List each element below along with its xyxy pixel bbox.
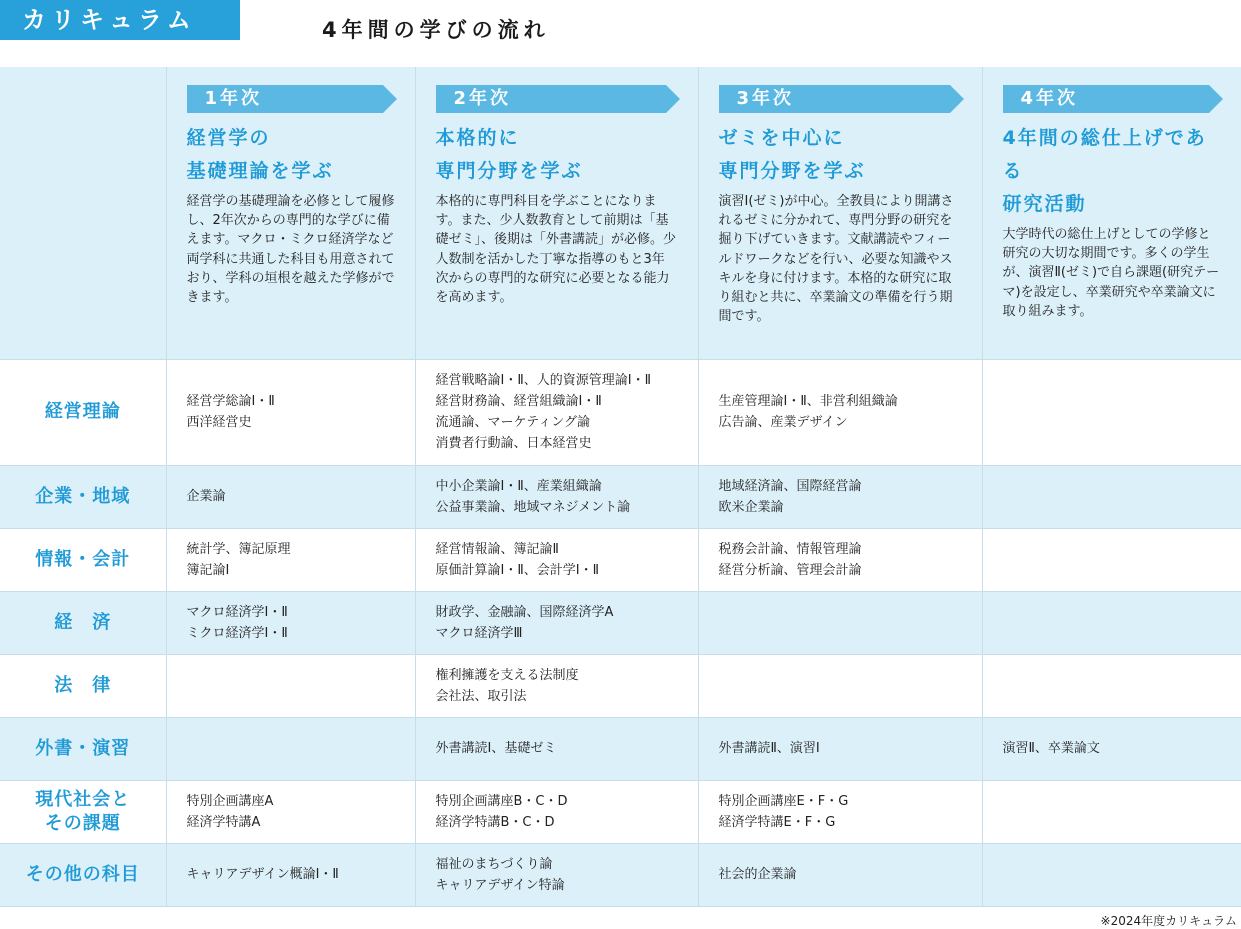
table-row <box>0 654 1241 717</box>
year-description: 大学時代の総仕上げとしての学修と研究の大切な期間です。多くの学生が、演習Ⅱ(ゼミ)で自ら課題(研究テーマ)を設定し、卒業研究や卒業論文に取り組みます。 <box>1002 227 1220 319</box>
course-cell: 演習Ⅱ、卒業論文 <box>982 717 1241 780</box>
section-badge: カリキュラム <box>0 0 240 40</box>
course-cell: 財政学、金融論、国際経済学A マクロ経済学Ⅲ <box>415 591 698 654</box>
course-cell <box>982 465 1241 528</box>
course-cell: 福祉のまちづくり論 キャリアデザイン特論 <box>415 843 698 906</box>
course-cell: マクロ経済学Ⅰ・Ⅱ ミクロ経済学Ⅰ・Ⅱ <box>166 591 415 654</box>
course-cell: 社会的企業論 <box>698 843 982 906</box>
year-header-row <box>0 67 1241 359</box>
course-cell <box>982 843 1241 906</box>
year-heading: 本格的に 専門分野を学ぶ <box>435 127 583 182</box>
year-column-4 <box>982 67 1241 359</box>
course-cell <box>166 717 415 780</box>
top-header <box>0 0 1241 52</box>
category-label: 経営理論 <box>0 359 166 465</box>
year-column-2 <box>415 67 698 359</box>
category-label: 企業・地域 <box>0 465 166 528</box>
course-cell: 経営情報論、簿記論Ⅱ 原価計算論Ⅰ・Ⅱ、会計学Ⅰ・Ⅱ <box>415 528 698 591</box>
page-title: 4年間の学びの流れ <box>322 18 550 42</box>
course-cell <box>698 591 982 654</box>
table-row <box>0 528 1241 591</box>
course-cell: 経営戦略論Ⅰ・Ⅱ、人的資源管理論Ⅰ・Ⅱ 経営財務論、経営組織論Ⅰ・Ⅱ 流通論、マーケティング論 消費者行動論、日本経営史 <box>415 359 698 465</box>
course-cell: 外書講読Ⅰ、基礎ゼミ <box>415 717 698 780</box>
category-label: 法 律 <box>0 654 166 717</box>
course-cell: 権利擁護を支える法制度 会社法、取引法 <box>415 654 698 717</box>
course-cell: 企業論 <box>166 465 415 528</box>
year-tag: 4年次 <box>1003 85 1210 113</box>
course-cell: 外書講読Ⅱ、演習Ⅰ <box>698 717 982 780</box>
year-tag: 2年次 <box>436 85 666 113</box>
year-column-1 <box>166 67 415 359</box>
course-cell <box>982 528 1241 591</box>
year-description: 経営学の基礎理論を必修として履修し、2年次からの専門的な学びに備えます。マクロ・ミクロ経済学など両学科に共通した科目も用意されており、学科の垣根を越えた学修ができます。 <box>186 194 395 306</box>
table-row <box>0 465 1241 528</box>
corner-cell <box>0 67 166 359</box>
course-cell: 税務会計論、情報管理論 経営分析論、管理会計論 <box>698 528 982 591</box>
year-description: 演習Ⅰ(ゼミ)が中心。全教員により開講されるゼミに分かれて、専門分野の研究を掘り下げていきます。文献講読やフィールドワークなどを行い、必要な知識やスキルを身に付けます。本格的な研究に取り組むと共に、卒業論文の準備を行う期間です。 <box>718 194 954 325</box>
table-row <box>0 359 1241 465</box>
category-label: 情報・会計 <box>0 528 166 591</box>
course-cell: 生産管理論Ⅰ・Ⅱ、非営利組織論 広告論、産業デザイン <box>698 359 982 465</box>
category-label: 外書・演習 <box>0 717 166 780</box>
course-cell <box>982 780 1241 843</box>
course-cell <box>166 654 415 717</box>
course-cell: 特別企画講座E・F・G 経済学特講E・F・G <box>698 780 982 843</box>
table-row <box>0 780 1241 843</box>
year-heading: 経営学の 基礎理論を学ぶ <box>186 127 334 182</box>
category-label: 現代社会と その課題 <box>0 780 166 843</box>
course-cell <box>698 654 982 717</box>
course-cell: 経営学総論Ⅰ・Ⅱ 西洋経営史 <box>166 359 415 465</box>
year-tag: 3年次 <box>719 85 950 113</box>
category-label: 経 済 <box>0 591 166 654</box>
table-row <box>0 717 1241 780</box>
course-cell <box>982 654 1241 717</box>
category-label: その他の科目 <box>0 843 166 906</box>
table-row <box>0 843 1241 906</box>
course-cell: キャリアデザイン概論Ⅰ・Ⅱ <box>166 843 415 906</box>
course-cell <box>982 359 1241 465</box>
course-cell: 特別企画講座A 経済学特講A <box>166 780 415 843</box>
curriculum-table <box>0 67 1241 907</box>
year-heading: 4年間の総仕上げである 研究活動 <box>1002 127 1207 215</box>
footnote: ※2024年度カリキュラム <box>1100 914 1237 928</box>
course-cell: 地域経済論、国際経営論 欧米企業論 <box>698 465 982 528</box>
course-cell: 特別企画講座B・C・D 経済学特講B・C・D <box>415 780 698 843</box>
year-tag: 1年次 <box>187 85 383 113</box>
course-cell: 中小企業論Ⅰ・Ⅱ、産業組織論 公益事業論、地域マネジメント論 <box>415 465 698 528</box>
year-description: 本格的に専門科目を学ぶことになります。また、少人数教育として前期は「基礎ゼミ」、後期は「外書講読」が必修。少人数制を活かした丁寧な指導のもと3年次からの専門的な研究に必要となる能力を高めます。 <box>435 194 677 306</box>
course-cell <box>982 591 1241 654</box>
course-cell: 統計学、簿記原理 簿記論Ⅰ <box>166 528 415 591</box>
year-column-3 <box>698 67 982 359</box>
table-row <box>0 591 1241 654</box>
year-heading: ゼミを中心に 専門分野を学ぶ <box>718 127 866 182</box>
